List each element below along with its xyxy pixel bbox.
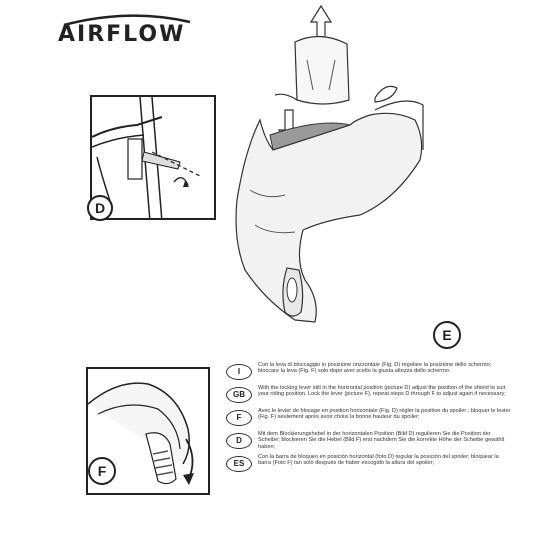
instruction-spanish (226, 454, 526, 477)
instruction-text: With the locking lever still in the horizontal position (picture D) adjust the position of the shield to suit your riding position. Lock the lever (picture F), repeat steps D through F to adjust again if necessary; (258, 385, 506, 398)
language-badge: D (226, 433, 252, 449)
scooter-illustration (225, 0, 425, 330)
language-badge: I (226, 364, 252, 380)
instruction-text: Con la barra de bloqueo en posición horizontal (foto D) regular la posición del spoiler; bloquear la barra (Foto F) tan sólo después de haber escogido la altura del spoiler; (258, 454, 499, 467)
figure-f-label: F (88, 457, 116, 485)
instruction-french (226, 408, 526, 431)
brand-name: AIRFLOW (58, 22, 186, 47)
figure-e-label: E (433, 321, 461, 349)
instruction-german (226, 431, 526, 454)
instruction-italian (226, 362, 526, 385)
figure-d-label: D (87, 195, 113, 221)
airflow-logo (58, 12, 198, 52)
language-badge: F (226, 410, 252, 426)
instruction-text: Mit dem Blockierungshebel in der horizontalen Position (Bild D) regulieren Sie die Position der Scheibe; blockieren Sie die Hebel (Bild F) erst nachdem Sie die korrekte Höhe der Scheibe gewählt haben; (258, 431, 505, 450)
instruction-english (226, 385, 526, 408)
instructions-list (226, 362, 526, 477)
language-badge: ES (226, 456, 252, 472)
language-badge: GB (226, 387, 252, 403)
instruction-text: Con la leva di bloccaggio in posizione orizzontale (Fig. D) regolare la posizione dello schermo; bloccare la leva (Fig. F) solo dopo aver scelto la giusta altezza dello schermo. (258, 362, 492, 375)
instruction-text: Avec le levier de blocage en position horizontale (Fig. D) régler la position du spoiler ; bloquer le levier (Fig. F) seulement après avoir choisi la bonne hauteur du spoiler; (258, 408, 511, 421)
